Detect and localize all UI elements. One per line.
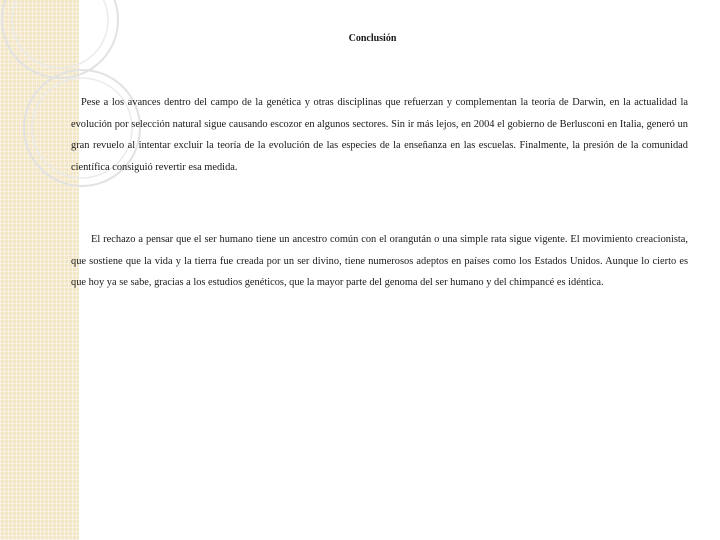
slide-title: Conclusión [348,33,397,44]
paragraph-2: El rechazo a pensar que el ser humano tiene un ancestro común con el orangután o una simple rata sigue vigente. El movimiento creacionista, que sostiene que la vida y la tierra fue creada por un ser divino, tiene numerosos adeptos en países como los Estados Unidos. Aunque lo cierto es que hoy ya se sabe, gracias a los estudios genéticos, que la mayor parte del genoma del ser humano y del chimpancé es idéntica. [71,234,688,289]
decorative-side-band [0,0,79,540]
paragraph-1: Pese a los avances dentro del campo de la genética y otras disciplinas que refuerzan y complementan la teoría de Darwin, en la actualidad la evolución por selección natural sigue causando escozor en algunos sectores. Sin ir más lejos, en 2004 el gobierno de Berlusconi en Italia, generó un gran revuelo al intentar excluir la teoría de la evolución de las especies de la enseñanza en las escuelas. Finalmente, la presión de la comunidad científica consiguió revertir esa medida. [71,97,688,173]
